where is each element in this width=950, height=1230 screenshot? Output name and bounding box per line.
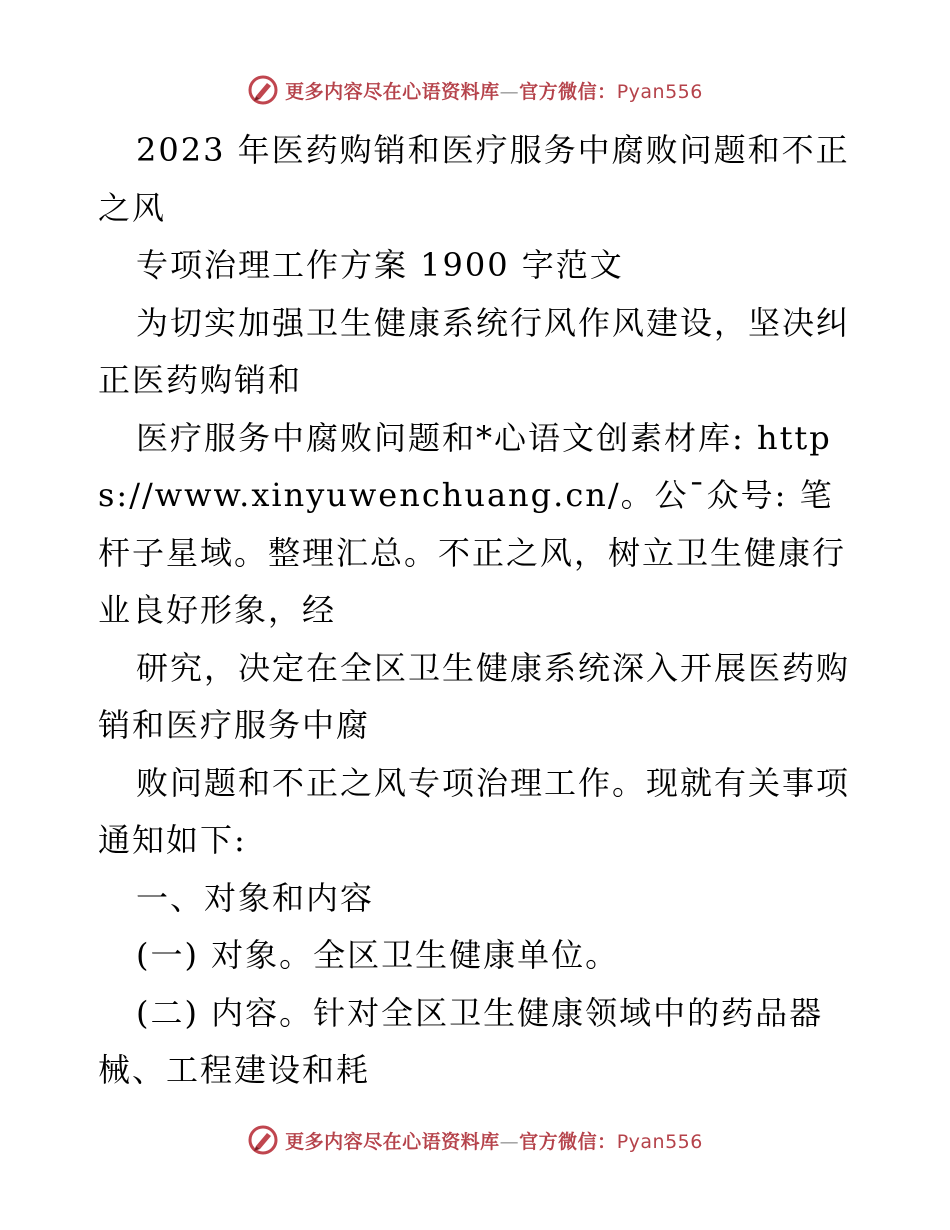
doc-paragraph: 医疗服务中腐败问题和*心语文创素材库: https://www.xinyuwenchuang.cn/。公¯众号: 笔杆子星域。整理汇总。不正之风，树立卫生健康行业良好形象，经 xyxy=(98,418,847,629)
doc-title-line2: 专项治理工作方案 1900 字范文 xyxy=(136,246,624,284)
doc-paragraph: (一) 对象。全区卫生健康单位。 xyxy=(136,936,620,974)
doc-title-line1: 2023 年医药购销和医疗服务中腐败问题和不正之风 xyxy=(98,131,850,227)
doc-paragraph: (二) 内容。针对全区卫生健康领域中的药品器械、工程建设和耗 xyxy=(98,993,824,1089)
doc-paragraph: 败问题和不正之风专项治理工作。现就有关事项通知如下: xyxy=(98,763,851,859)
document-body xyxy=(98,122,858,1100)
doc-paragraph: 为切实加强卫生健康系统行风作风建设，坚决纠正医药购销和 xyxy=(98,303,851,399)
section-heading: 一、对象和内容 xyxy=(136,878,375,917)
footer-watermark xyxy=(0,1122,950,1158)
pen-logo-icon xyxy=(247,74,279,106)
watermark-text: 更多内容尽在心语资料库—官方微信：Pyan556 xyxy=(285,1130,703,1153)
header-watermark xyxy=(0,72,950,108)
doc-paragraph: 研究，决定在全区卫生健康系统深入开展医药购销和医疗服务中腐 xyxy=(98,648,851,744)
pen-logo-icon xyxy=(247,1124,279,1156)
watermark-text: 更多内容尽在心语资料库—官方微信：Pyan556 xyxy=(285,80,703,103)
